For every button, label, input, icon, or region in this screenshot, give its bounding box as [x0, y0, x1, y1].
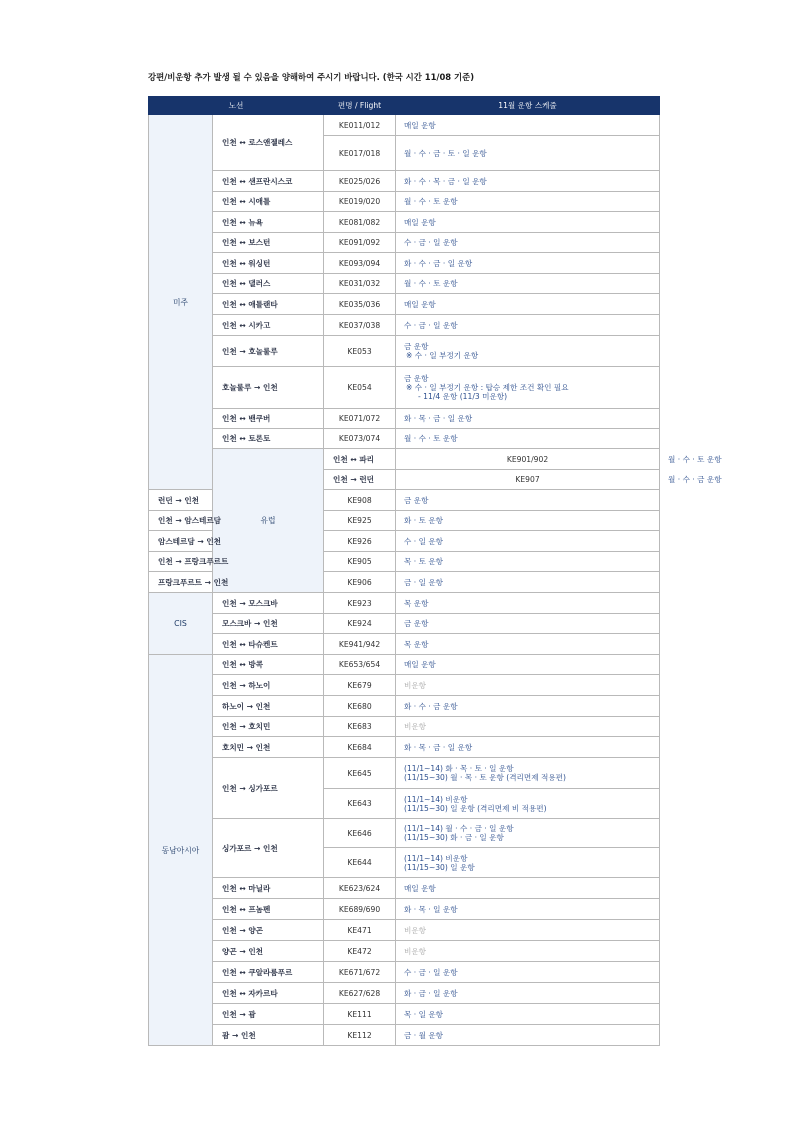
table-row	[149, 294, 660, 315]
region-europe: 유럽	[213, 449, 324, 593]
flight-cell: KE924	[324, 614, 396, 634]
route-cell: 인천 → 호놀룰루	[213, 336, 324, 367]
schedule-cell: 월 · 수 · 토 운항	[396, 274, 660, 294]
table-row	[149, 878, 660, 899]
schedule-cell: 화 · 목 · 일 운항	[396, 899, 660, 920]
route-cell: 인천 → 암스테르담	[149, 511, 213, 531]
route-cell: 인천 ↔ 워싱턴	[213, 253, 324, 274]
table-row	[149, 675, 660, 696]
flight-cell: KE111	[324, 1004, 396, 1025]
table-row	[149, 171, 660, 192]
schedule-cell: 화 · 목 · 금 · 일 운항	[396, 737, 660, 758]
flight-cell: KE645	[324, 758, 396, 789]
route-cell: 인천 ↔ 보스턴	[213, 233, 324, 253]
schedule-cell: 비운항	[396, 717, 660, 737]
region-southeast-asia: 동남아시아	[149, 655, 213, 1046]
table-row	[149, 655, 660, 675]
schedule-cell	[396, 789, 660, 819]
flight-cell: KE683	[324, 717, 396, 737]
flight-cell: KE091/092	[324, 233, 396, 253]
schedule-cell: 화 · 금 · 일 운항	[396, 983, 660, 1004]
route-cell: 인천 → 런던	[324, 470, 396, 490]
flight-cell: KE644	[324, 848, 396, 878]
schedule-cell: 매일 운항	[396, 212, 660, 233]
route-cell: 인천 → 하노이	[213, 675, 324, 696]
route-cell: 인천 ↔ 자카르타	[213, 983, 324, 1004]
flight-cell: KE906	[324, 572, 396, 593]
schedule-cell: 화 · 수 · 금 · 일 운항	[396, 253, 660, 274]
notice-text: 강편/비운항 추가 발생 될 수 있음을 양해하여 주시기 바랍니다. (한국 시간 11/08 기준)	[148, 72, 475, 82]
flight-cell: KE680	[324, 696, 396, 717]
flight-cell: KE073/074	[324, 429, 396, 449]
route-cell: 인천 ↔ 쿠알라룸푸르	[213, 962, 324, 983]
route-cell: 인천 ↔ 로스앤젤레스	[213, 115, 324, 171]
route-cell: 인천 ↔ 댈러스	[213, 274, 324, 294]
schedule-cell: 금 · 일 운항	[396, 572, 660, 593]
flight-cell: KE471	[324, 920, 396, 941]
route-cell: 인천 ↔ 방콕	[213, 655, 324, 675]
schedule-line: (11/15~30) 일 운항 (격리면제 비 적용편)	[404, 803, 547, 813]
flight-cell: KE037/038	[324, 315, 396, 336]
flight-cell: KE031/032	[324, 274, 396, 294]
flight-cell: KE025/026	[324, 171, 396, 192]
region-cis: CIS	[149, 593, 213, 655]
flight-cell: KE071/072	[324, 409, 396, 429]
table-row	[149, 274, 660, 294]
schedule-note: ※ 수 · 일 부정기 운항	[406, 351, 479, 360]
route-cell: 인천 → 모스크바	[213, 593, 324, 614]
flight-cell: KE054	[324, 367, 396, 409]
table-row	[149, 614, 660, 634]
schedule-cell	[396, 819, 660, 848]
schedule-cell: 매일 운항	[396, 878, 660, 899]
schedule-line: (11/1~14) 화 · 목 · 토 · 일 운항	[404, 764, 514, 773]
region-americas: 미주	[149, 115, 213, 490]
table-row	[149, 920, 660, 941]
schedule-cell: 목 · 토 운항	[396, 552, 660, 572]
schedule-cell	[396, 367, 660, 409]
route-cell: 모스크바 → 인천	[213, 614, 324, 634]
schedule-note: - 11/4 운항 (11/3 미운항)	[418, 392, 508, 401]
flight-cell: KE689/690	[324, 899, 396, 920]
schedule-cell: 매일 운항	[396, 115, 660, 136]
schedule-cell: 매일 운항	[396, 294, 660, 315]
flight-cell: KE053	[324, 336, 396, 367]
table-row	[149, 1004, 660, 1025]
table-row	[149, 336, 660, 367]
table-row	[149, 983, 660, 1004]
flight-cell: KE112	[324, 1025, 396, 1046]
table-row	[149, 409, 660, 429]
flight-cell: KE901/902	[396, 449, 660, 470]
schedule-cell: 금 · 월 운항	[396, 1025, 660, 1046]
table-row	[149, 1025, 660, 1046]
route-cell: 인천 → 호치민	[213, 717, 324, 737]
schedule-cell: 목 운항	[396, 593, 660, 614]
table-row	[149, 429, 660, 449]
table-row	[149, 315, 660, 336]
schedule-note: ※ 수 · 일 부정기 운항 : 탑승 제한 조건 확인 필요	[406, 383, 569, 392]
route-cell: 인천 → 양곤	[213, 920, 324, 941]
flight-cell: KE905	[324, 552, 396, 572]
table-row	[149, 899, 660, 920]
schedule-cell	[396, 848, 660, 878]
schedule-cell: 금 운항	[396, 614, 660, 634]
route-cell: 인천 ↔ 파리	[324, 449, 396, 470]
route-cell: 런던 → 인천	[149, 490, 213, 511]
schedule-line: (11/15~30) 화 · 금 · 일 운항	[404, 833, 504, 842]
flight-cell: KE035/036	[324, 294, 396, 315]
flight-cell: KE907	[396, 470, 660, 490]
schedule-cell: 금 운항	[396, 490, 660, 511]
schedule-cell: 월 · 수 · 토 운항	[396, 429, 660, 449]
flight-cell: KE923	[324, 593, 396, 614]
flight-cell: KE019/020	[324, 192, 396, 212]
flight-cell: KE017/018	[324, 136, 396, 171]
schedule-cell: 비운항	[396, 920, 660, 941]
route-cell: 인천 ↔ 토론토	[213, 429, 324, 449]
table-row	[149, 192, 660, 212]
flight-cell: KE472	[324, 941, 396, 962]
table-row	[149, 212, 660, 233]
schedule-cell: 수 · 금 · 일 운항	[396, 233, 660, 253]
route-cell: 인천 ↔ 애틀랜타	[213, 294, 324, 315]
flight-cell: KE684	[324, 737, 396, 758]
route-cell: 인천 ↔ 샌프란시스코	[213, 171, 324, 192]
route-cell: 인천 → 싱가포르	[213, 758, 324, 819]
table-row: 인천 → 런던 KE907 월 · 수 · 금 운항	[149, 470, 660, 490]
table-row	[149, 233, 660, 253]
table-row	[149, 593, 660, 614]
flight-cell: KE653/654	[324, 655, 396, 675]
schedule-cell: 화 · 토 운항	[396, 511, 660, 531]
schedule-line: (11/1~14) 월 · 수 · 금 · 일 운항	[404, 824, 514, 833]
table-row	[149, 941, 660, 962]
table-row	[149, 367, 660, 409]
schedule-cell	[396, 758, 660, 789]
flight-cell: KE925	[324, 511, 396, 531]
schedule-cell: 수 · 금 · 일 운항	[396, 962, 660, 983]
schedule-line: (11/15~30) 일 운항	[404, 862, 475, 872]
schedule-cell: 화 · 수 · 금 운항	[396, 696, 660, 717]
header-flight: 편명 / Flight	[324, 97, 396, 115]
schedule-cell: 화 · 목 · 금 · 일 운항	[396, 409, 660, 429]
schedule-cell: 수 · 일 운항	[396, 531, 660, 552]
route-cell: 호놀룰루 → 인천	[213, 367, 324, 409]
schedule-cell: 비운항	[396, 675, 660, 696]
table-row: 유럽 인천 ↔ 파리 KE901/902 월 · 수 · 토 운항	[149, 449, 660, 470]
flight-cell: KE671/672	[324, 962, 396, 983]
flight-schedule-table	[148, 96, 722, 1046]
schedule-cell: 월 · 수 · 금 · 토 · 일 운항	[396, 136, 660, 171]
schedule-line: (11/1~14) 비운항	[404, 794, 468, 804]
table-row	[149, 819, 660, 848]
route-cell: 인천 ↔ 프놈펜	[213, 899, 324, 920]
route-cell: 호치민 → 인천	[213, 737, 324, 758]
schedule-line: (11/1~14) 비운항	[404, 853, 468, 863]
route-cell: 인천 ↔ 마닐라	[213, 878, 324, 899]
flight-cell: KE646	[324, 819, 396, 848]
schedule-line: (11/15~30) 월 · 목 · 토 운항 (격리면제 적용편)	[404, 773, 566, 782]
flight-cell: KE081/082	[324, 212, 396, 233]
table-row	[149, 758, 660, 789]
table-row	[149, 962, 660, 983]
route-cell: 인천 → 괌	[213, 1004, 324, 1025]
schedule-cell	[396, 336, 660, 367]
schedule-cell: 월 · 수 · 토 운항	[396, 192, 660, 212]
flight-cell: KE679	[324, 675, 396, 696]
table-row	[149, 696, 660, 717]
schedule-cell: 목 · 일 운항	[396, 1004, 660, 1025]
route-cell: 괌 → 인천	[213, 1025, 324, 1046]
route-cell: 인천 ↔ 뉴욕	[213, 212, 324, 233]
route-cell: 암스테르담 → 인천	[149, 531, 213, 552]
flight-cell: KE623/624	[324, 878, 396, 899]
flight-cell: KE926	[324, 531, 396, 552]
route-cell: 인천 ↔ 시카고	[213, 315, 324, 336]
flight-cell: KE093/094	[324, 253, 396, 274]
route-cell: 양곤 → 인천	[213, 941, 324, 962]
schedule-line: 금 운항	[404, 374, 429, 383]
schedule-cell: 목 운항	[396, 634, 660, 655]
table-row	[149, 634, 660, 655]
table-header-row	[149, 97, 660, 115]
table-row	[149, 253, 660, 274]
header-route: 노선	[149, 97, 324, 115]
schedule-cell: 수 · 금 · 일 운항	[396, 315, 660, 336]
route-cell: 하노이 → 인천	[213, 696, 324, 717]
header-schedule: 11월 운항 스케줄	[396, 97, 660, 115]
flight-cell: KE908	[324, 490, 396, 511]
table-row	[149, 737, 660, 758]
flight-cell: KE941/942	[324, 634, 396, 655]
route-cell: 인천 ↔ 밴쿠버	[213, 409, 324, 429]
schedule-cell: 매일 운항	[396, 655, 660, 675]
table-row	[149, 717, 660, 737]
flight-cell: KE643	[324, 789, 396, 819]
route-cell: 인천 → 프랑크푸르트	[149, 552, 213, 572]
route-cell: 프랑크푸르트 → 인천	[149, 572, 213, 593]
route-cell: 싱가포르 → 인천	[213, 819, 324, 878]
table-row	[149, 115, 660, 136]
schedule-cell: 비운항	[396, 941, 660, 962]
schedule-cell: 화 · 수 · 목 · 금 · 일 운항	[396, 171, 660, 192]
flight-cell: KE627/628	[324, 983, 396, 1004]
route-cell: 인천 ↔ 시애틀	[213, 192, 324, 212]
route-cell: 인천 ↔ 타슈켄트	[213, 634, 324, 655]
flight-cell: KE011/012	[324, 115, 396, 136]
schedule-line: 금 운항	[404, 342, 429, 351]
